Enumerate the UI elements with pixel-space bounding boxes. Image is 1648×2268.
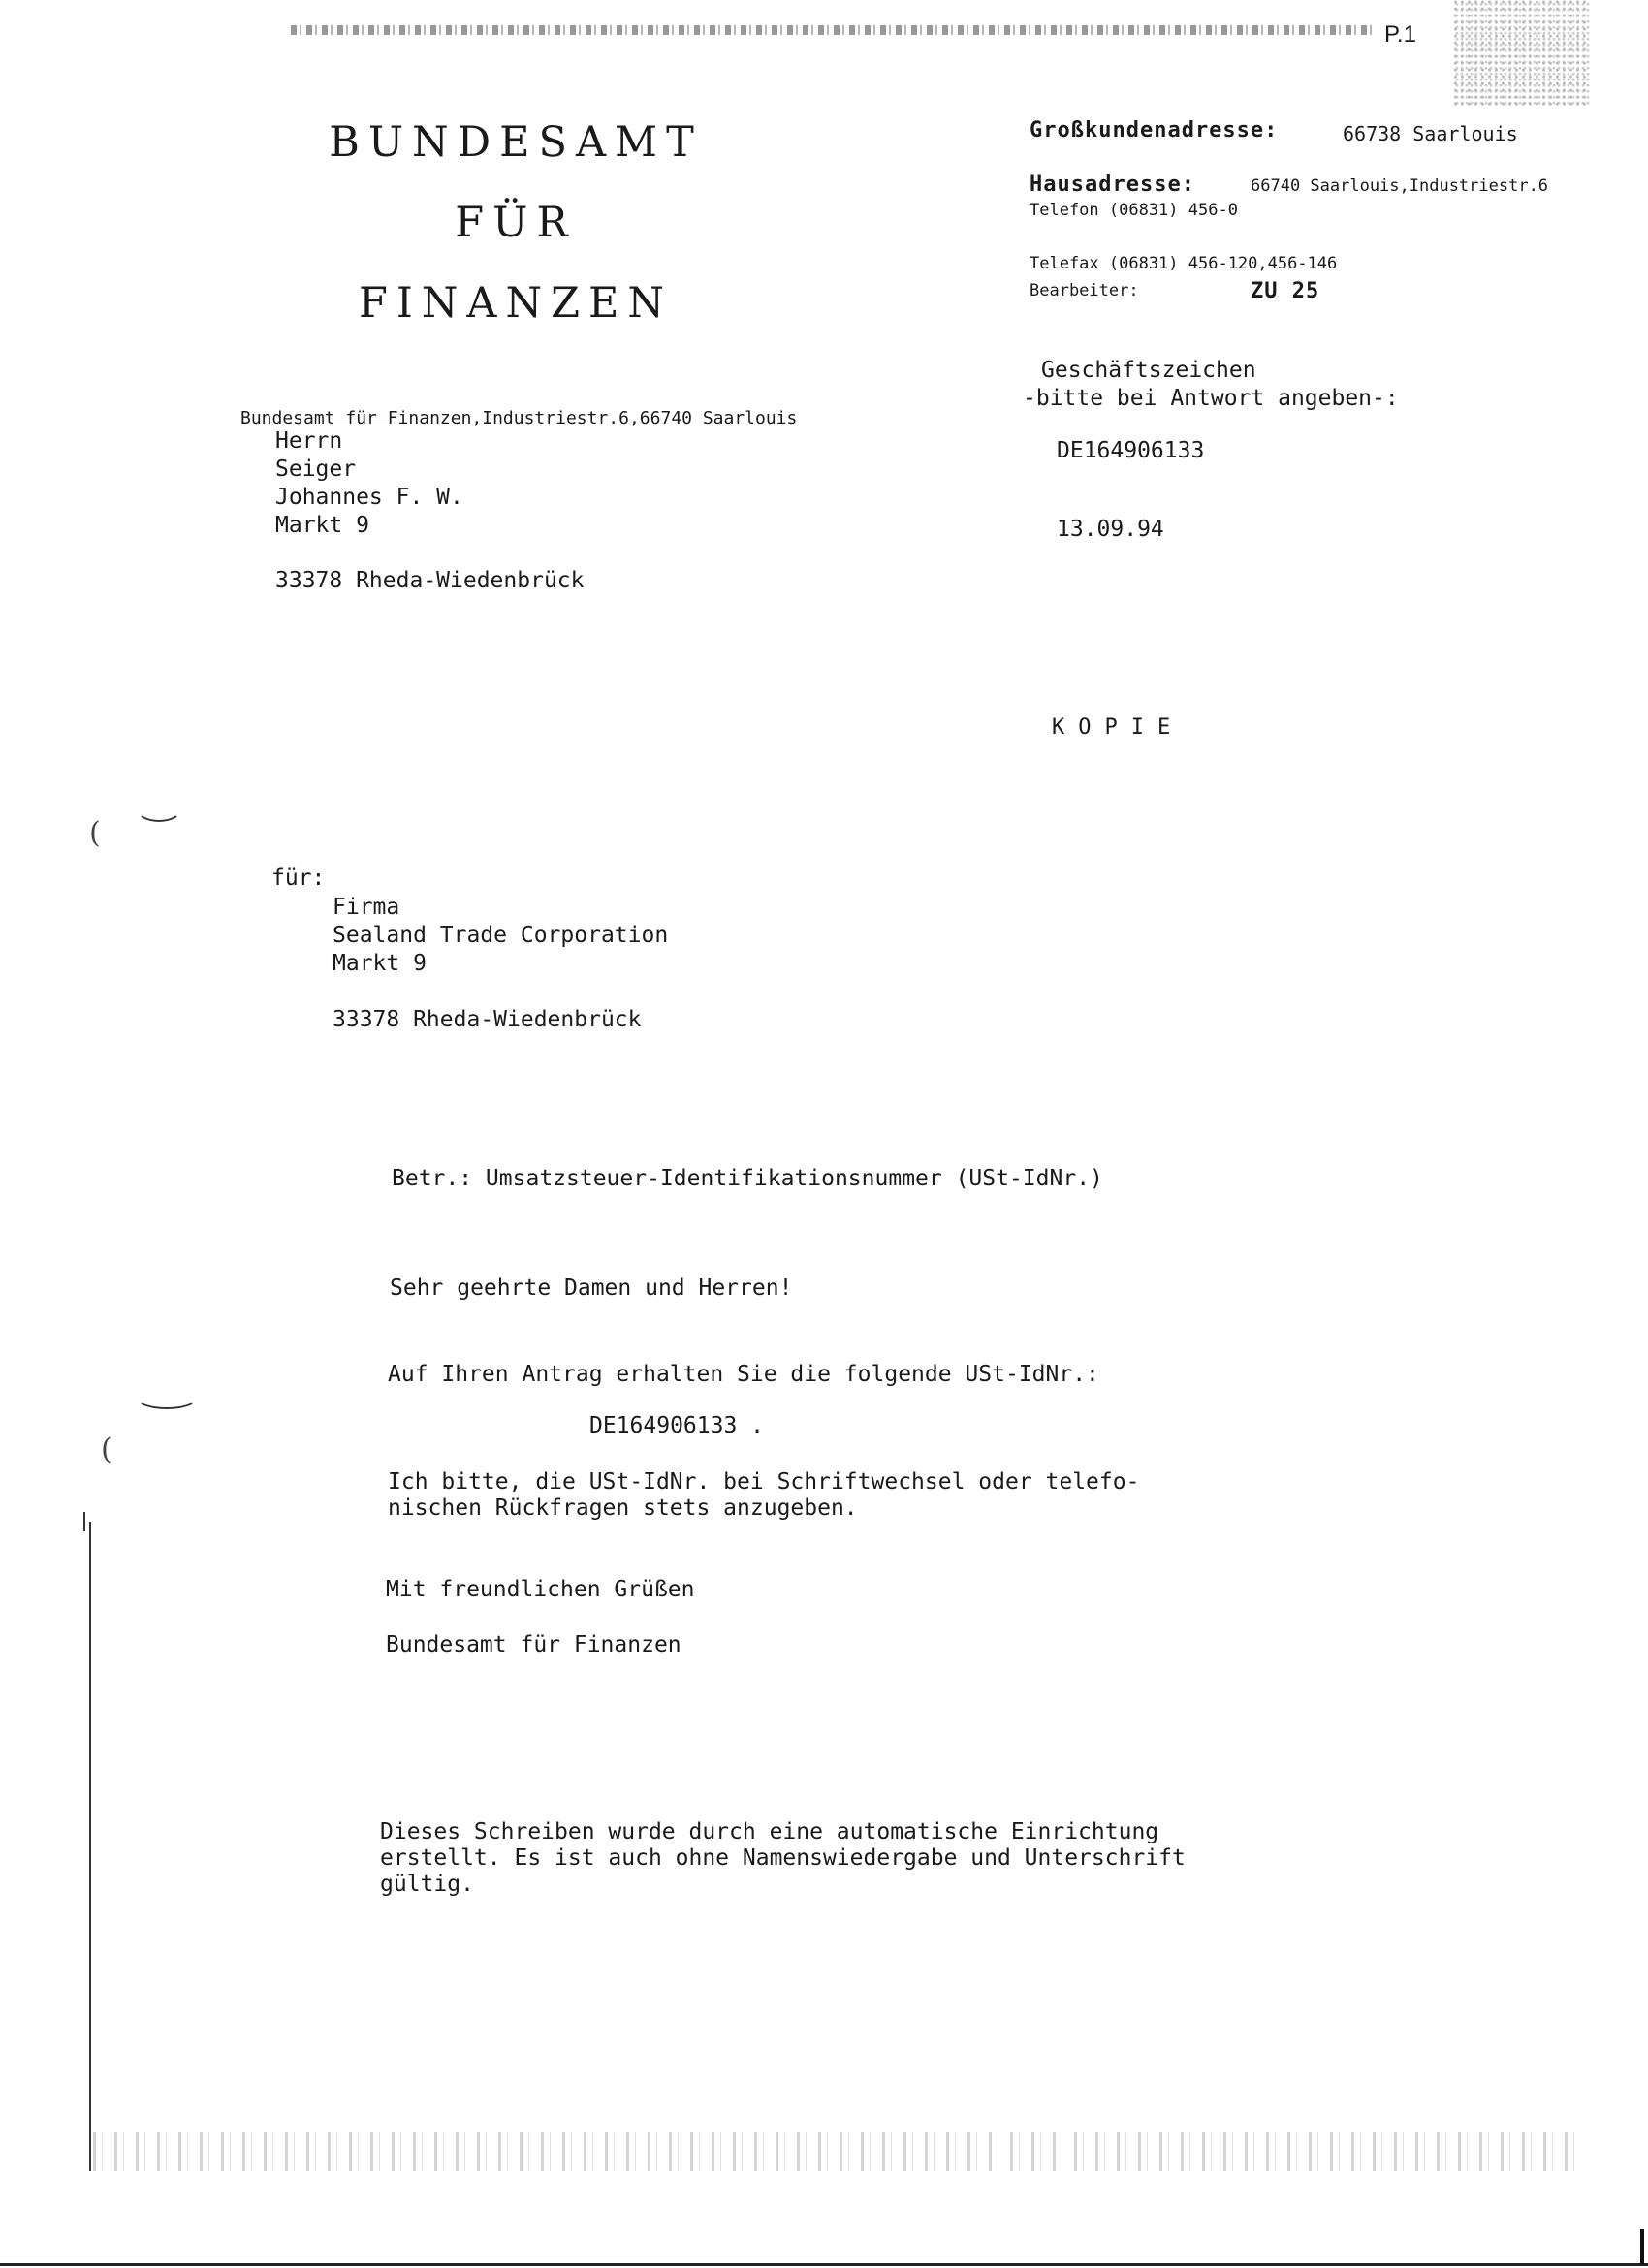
- fuer-line: Sealand Trade Corporation: [333, 923, 669, 948]
- grosskunden-label: Großkundenadresse:: [1030, 118, 1279, 142]
- grosskunden-value: 66738 Saarlouis: [1343, 122, 1518, 145]
- fuer-city: 33378 Rheda-Wiedenbrück: [333, 1007, 642, 1032]
- kopie-stamp: KOPIE: [1052, 715, 1185, 740]
- recipient-line: Herrn: [275, 428, 343, 454]
- recipient-address: [275, 427, 463, 540]
- haus-value: 66740 Saarlouis,Industriestr.6: [1251, 176, 1549, 196]
- scan-edge: [89, 1522, 91, 2171]
- recipient-line: Seiger: [275, 457, 357, 482]
- subject-line: Betr.: Umsatzsteuer-Identifikationsnummer (USt-IdNr.): [392, 1166, 1103, 1191]
- scan-edge: [1640, 2229, 1644, 2264]
- scan-noise: [1454, 0, 1590, 107]
- scan-noise: [93, 2132, 1586, 2171]
- request-line-1: Ich bitte, die USt-IdNr. bei Schriftwechsel oder telefo-: [388, 1469, 1140, 1495]
- scan-artifact: [136, 1386, 198, 1409]
- reference-label-1: Geschäftszeichen: [1041, 358, 1256, 383]
- signature-block: Bundesamt für Finanzen: [386, 1632, 681, 1657]
- automatic-note-line-2: erstellt. Es ist auch ohne Namenswiedergabe und Unterschrift: [380, 1845, 1186, 1871]
- scan-edge: [83, 1512, 85, 1531]
- scan-edge: [0, 2263, 1648, 2266]
- page-marker: P.1: [1384, 21, 1416, 47]
- intro-text: Auf Ihren Antrag erhalten Sie die folgende USt-IdNr.:: [388, 1362, 1099, 1387]
- recipient-city: 33378 Rheda-Wiedenbrück: [275, 568, 585, 593]
- bearbeiter-label: Bearbeiter:: [1030, 281, 1139, 300]
- letterhead-line-2: FÜR: [455, 199, 577, 247]
- bearbeiter-value: ZU 25: [1251, 279, 1320, 303]
- letterhead-line-1: BUNDESAMT: [329, 118, 703, 167]
- sender-return-address: Bundesamt für Finanzen,Industriestr.6,66740 Saarlouis: [240, 408, 798, 428]
- scan-artifact: (: [89, 816, 101, 850]
- closing: Mit freundlichen Grüßen: [386, 1577, 695, 1602]
- fuer-label: für:: [271, 866, 326, 891]
- letterhead-line-3: FINANZEN: [358, 279, 674, 328]
- scan-artifact: (: [101, 1433, 112, 1466]
- letter-date: 13.09.94: [1057, 517, 1164, 542]
- fuer-address: [333, 894, 668, 978]
- recipient-line: Johannes F. W.: [275, 485, 463, 510]
- request-line-2: nischen Rückfragen stets anzugeben.: [388, 1496, 858, 1521]
- fuer-line: Markt 9: [333, 951, 427, 976]
- automatic-note-line-1: Dieses Schreiben wurde durch eine automatische Einrichtung: [380, 1819, 1159, 1844]
- scan-artifact: [136, 795, 182, 822]
- salutation: Sehr geehrte Damen und Herren!: [390, 1276, 793, 1301]
- telefax: Telefax (06831) 456-120,456-146: [1030, 254, 1338, 273]
- fax-header-strip: [291, 25, 1377, 35]
- automatic-note-line-3: gültig.: [380, 1872, 474, 1897]
- vat-id: DE164906133 .: [589, 1413, 765, 1438]
- telefon: Telefon (06831) 456-0: [1030, 201, 1238, 220]
- recipient-line: Markt 9: [275, 513, 369, 538]
- haus-label: Hausadresse:: [1030, 173, 1195, 197]
- reference-number: DE164906133: [1057, 438, 1205, 463]
- fuer-line: Firma: [333, 895, 400, 920]
- reference-label-2: -bitte bei Antwort angeben-:: [1023, 386, 1399, 411]
